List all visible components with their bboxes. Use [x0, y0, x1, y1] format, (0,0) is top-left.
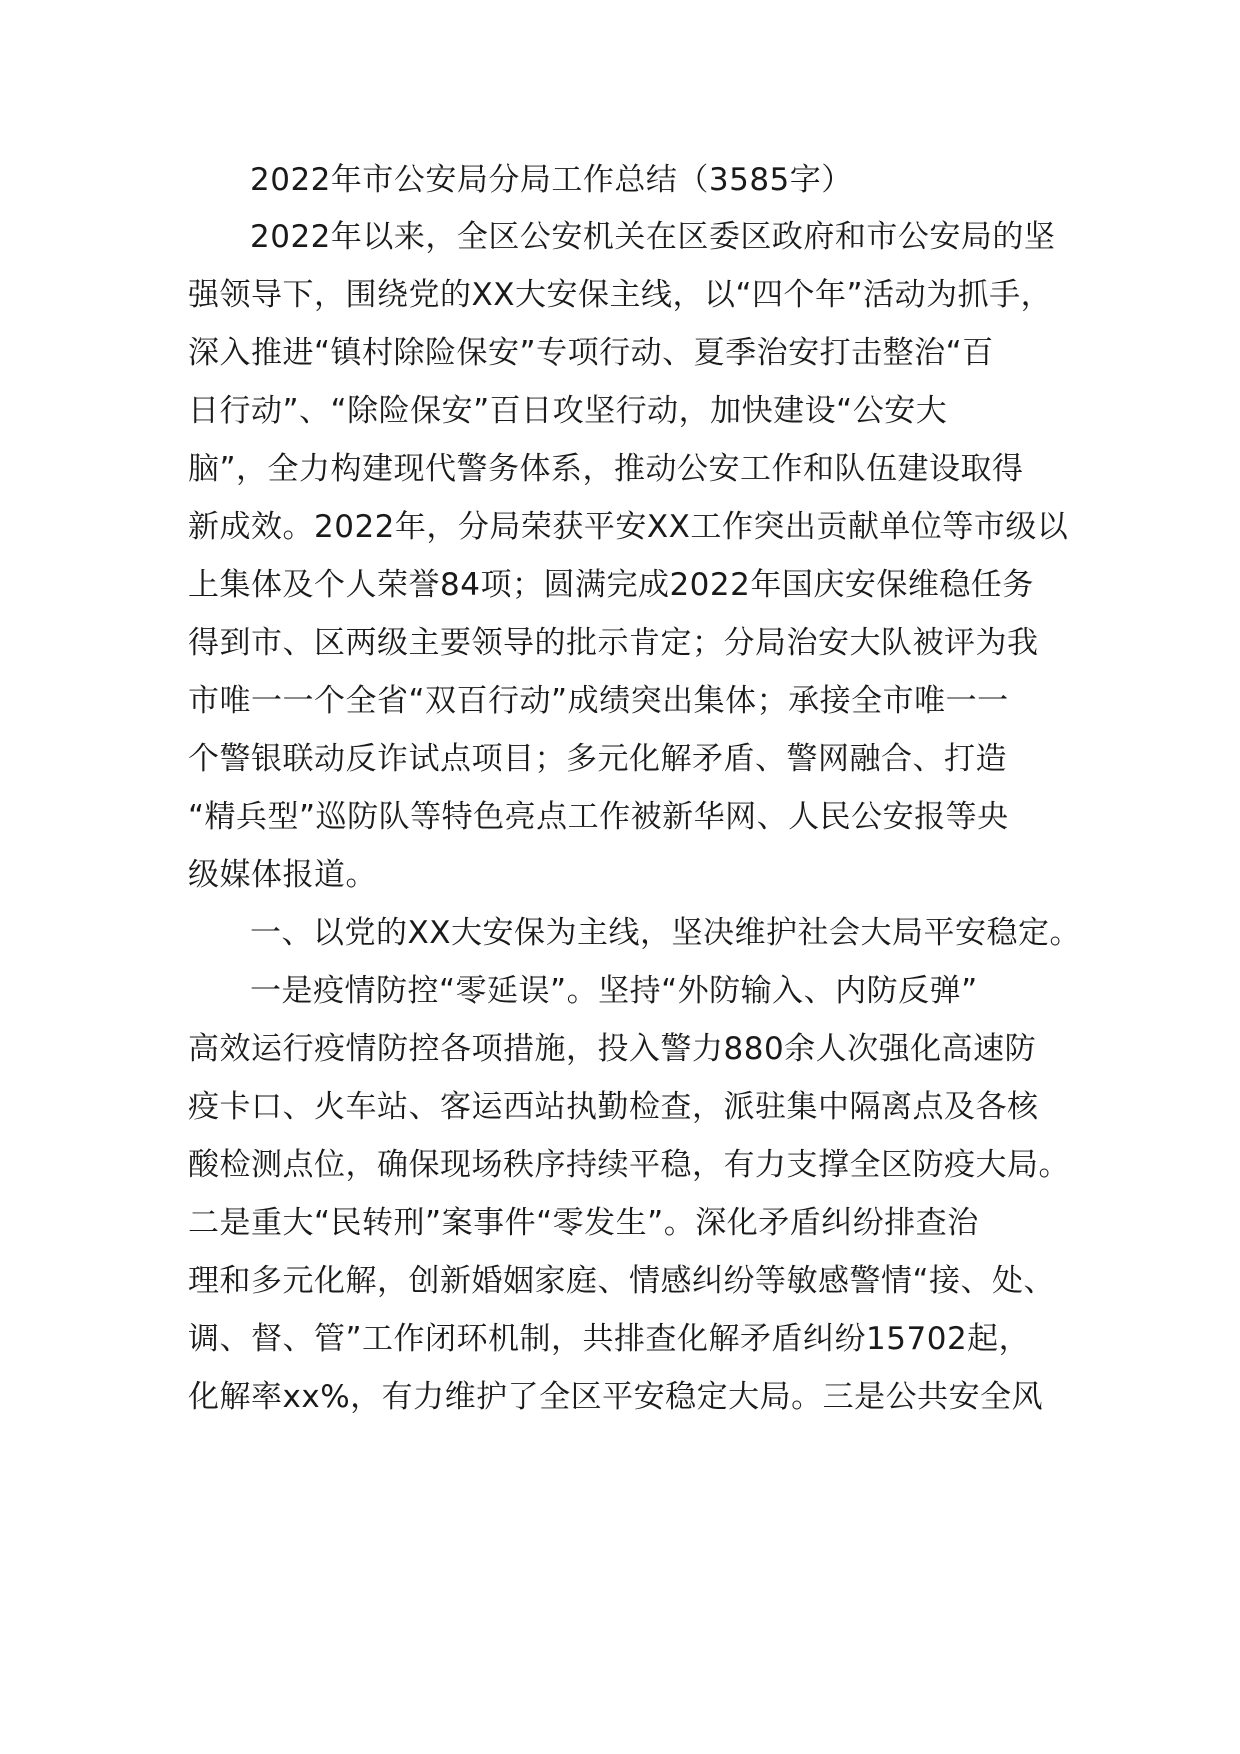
- paragraph-line: 疫卡口、火车站、客运西站执勤检查，派驻集中隔离点及各核: [188, 1089, 1039, 1125]
- paragraph-line: 市唯一一个全省“双百行动”成绩突出集体；承接全市唯一一: [188, 683, 1009, 719]
- paragraph-line: 化解率xx%，有力维护了全区平安稳定大局。三是公共安全风: [188, 1379, 1044, 1415]
- paragraph-line: 深入推进“镇村除险保安”专项行动、夏季治安打击整治“百: [188, 335, 994, 371]
- document-title: 2022年市公安局分局工作总结（3585字）: [250, 162, 853, 198]
- paragraph-line: 日行动”、“除险保安”百日攻坚行动，加快建设“公安大: [188, 393, 948, 429]
- paragraph-line: 新成效。2022年，分局荣获平安XX工作突出贡献单位等市级以: [188, 509, 1069, 545]
- section-heading: 一、以党的XX大安保为主线，坚决维护社会大局平安稳定。: [250, 915, 1081, 951]
- paragraph-line: 脑”，全力构建现代警务体系，推动公安工作和队伍建设取得: [188, 451, 1024, 487]
- paragraph-line: 2022年以来，全区公安机关在区委区政府和市公安局的坚: [250, 219, 1056, 255]
- paragraph-line: 一是疫情防控“零延误”。坚持“外防输入、内防反弹”: [250, 973, 978, 1009]
- paragraph-line: 高效运行疫情防控各项措施，投入警力880余人次强化高速防: [188, 1031, 1037, 1067]
- paragraph-line: 理和多元化解，创新婚姻家庭、情感纠纷等敏感警情“接、处、: [188, 1263, 1056, 1299]
- paragraph-line: 上集体及个人荣誉84项；圆满完成2022年国庆安保维稳任务: [188, 567, 1034, 603]
- paragraph-line: 强领导下，围绕党的XX大安保主线，以“四个年”活动为抓手，: [188, 277, 1053, 313]
- paragraph-line: 得到市、区两级主要领导的批示肯定；分局治安大队被评为我: [188, 625, 1039, 661]
- paragraph-line: 级媒体报道。: [188, 857, 377, 893]
- paragraph-line: 调、督、管”工作闭环机制，共排查化解矛盾纠纷15702起，: [188, 1321, 1031, 1357]
- paragraph-line: “精兵型”巡防队等特色亮点工作被新华网、人民公安报等央: [188, 799, 1009, 835]
- paragraph-line: 二是重大“民转刑”案事件“零发生”。深化矛盾纠纷排查治: [188, 1205, 979, 1241]
- paragraph-line: 酸检测点位，确保现场秩序持续平稳，有力支撑全区防疫大局。: [188, 1147, 1070, 1183]
- paragraph-line: 个警银联动反诈试点项目；多元化解矛盾、警网融合、打造: [188, 741, 1007, 777]
